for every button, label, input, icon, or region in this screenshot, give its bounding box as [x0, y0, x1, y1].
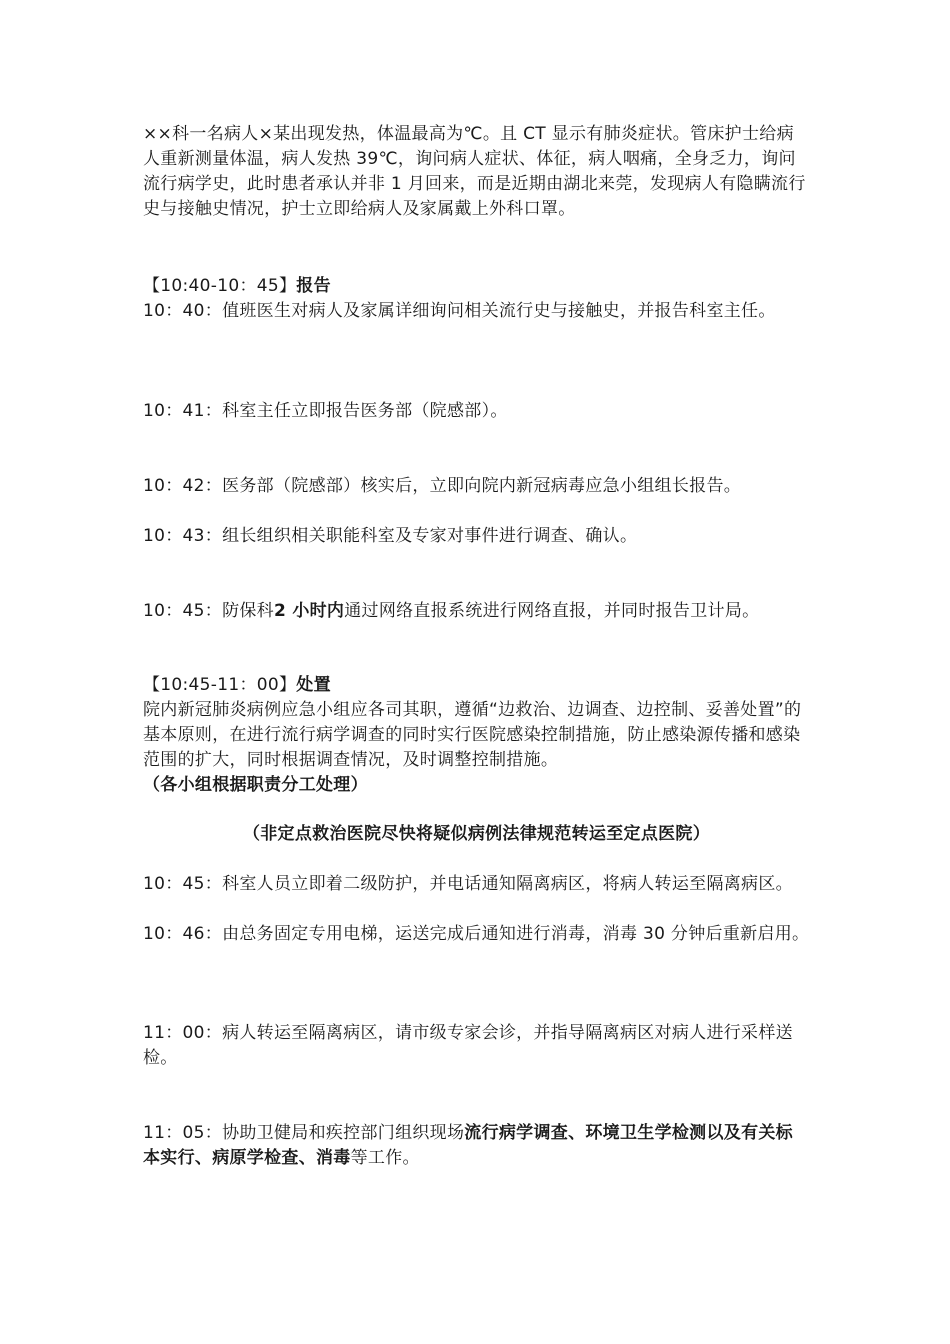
entry-1045-text-b: 通过网络直报系统进行网络直报，并同时报告卫计局。 [344, 601, 760, 621]
transfer-heading: （非定点救治医院尽快将疑似病例法律规范转运至定点医院） [242, 824, 711, 844]
entry-1105-text-a: 11：05：协助卫健局和疾控部门组织现场 [143, 1123, 465, 1143]
entry-1045-report [143, 599, 810, 624]
entry-1105-text-b: 等工作。 [350, 1148, 420, 1168]
entry-1045-text-a: 10：45：防保科 [143, 601, 274, 621]
handling-section-heading [143, 673, 810, 698]
entry-1042: 10：42：医务部（院感部）核实后，立即向院内新冠病毒应急小组组长报告。 [143, 476, 742, 496]
entry-1105-bold: 流行病学调查、环境卫生学检测以及有关标本实行、病原学检查、消毒 [143, 1123, 793, 1168]
handling-time-range: 【10:45-11：00】 [143, 675, 297, 695]
entry-1105 [143, 1121, 810, 1171]
report-time-range: 【10:40-10：45】 [143, 276, 297, 296]
entry-1041: 10：41：科室主任立即报告医务部（院感部）。 [143, 401, 508, 421]
entry-1040: 10：40：值班医生对病人及家属详细询问相关流行史与接触史，并报告科室主任。 [143, 301, 776, 321]
entry-1100: 11：00：病人转运至隔离病区，请市级专家会诊，并指导隔离病区对病人进行采样送检。 [143, 1023, 793, 1068]
intro-paragraph: ××科一名病人×某出现发热，体温最高为℃。且 CT 显示有肺炎症状。管床护士给病人重新测量体温，病人发热 39℃，询问病人症状、体征，病人咽痛，全身乏力，询问流行病学史，此时患者承认并非 1 月回来，而是近期由湖北来莞，发现病人有隐瞒流行史与接触史情况，护士立即给病人及家属戴上外科口罩。 [143, 124, 806, 219]
entry-1045-bold: 2 小时内 [273, 601, 345, 621]
entry-1045-handling: 10：45：科室人员立即着二级防护，并电话通知隔离病区，将病人转运至隔离病区。 [143, 874, 793, 894]
entry-1043: 10：43：组长组织相关职能科室及专家对事件进行调查、确认。 [143, 526, 638, 546]
report-section-heading [143, 274, 810, 299]
entry-1046: 10：46：由总务固定专用电梯，运送完成后通知进行消毒，消毒 30 分钟后重新启用。 [143, 924, 810, 944]
report-title: 报告 [296, 276, 331, 296]
handling-title: 处置 [296, 675, 331, 695]
handling-note: （各小组根据职责分工处理） [143, 775, 368, 795]
handling-body: 院内新冠肺炎病例应急小组应各司其职，遵循“边救治、边调查、边控制、妥善处置”的基本原则，在进行流行病学调查的同时实行医院感染控制措施，防止感染源传播和感染范围的扩大，同时根据调查情况，及时调整控制措施。 [143, 700, 802, 770]
